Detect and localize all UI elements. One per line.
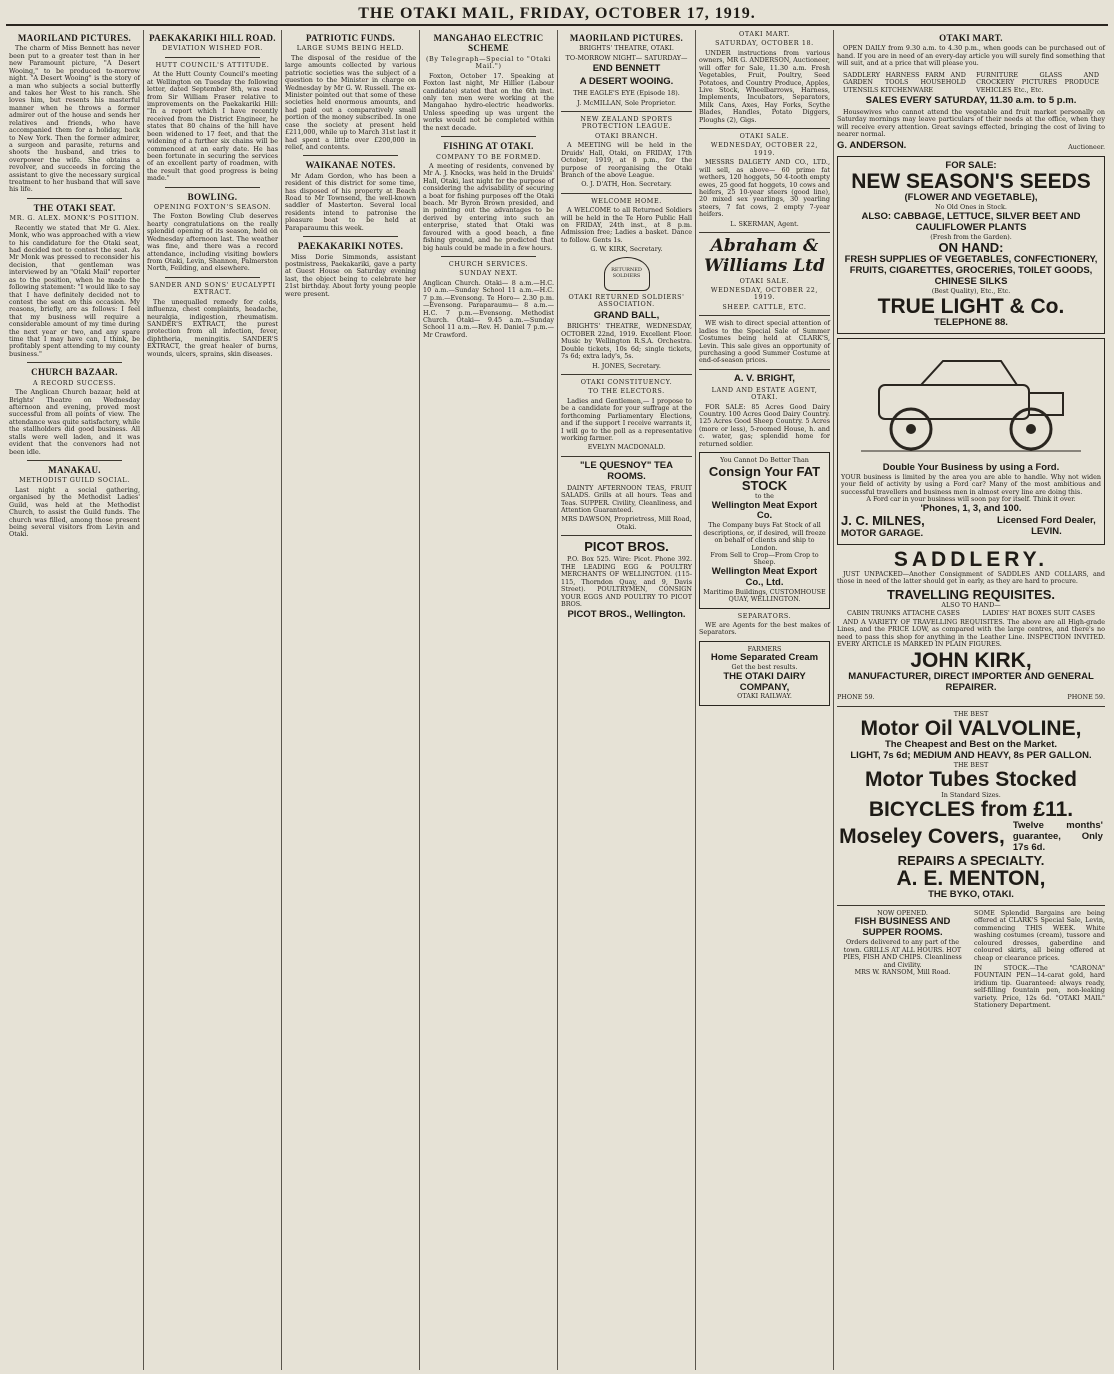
headline-bowling: BOWLING. <box>187 191 238 202</box>
ad-farmers: FARMERS <box>747 644 782 653</box>
ad-menton: A. E. MENTON, <box>896 867 1046 891</box>
ad-mart-date: SATURDAY, OCTOBER 18. <box>715 39 814 48</box>
ad-constituency: OTAKI CONSTITUENCY. <box>580 378 673 387</box>
ad-bright-text: FOR SALE: 85 Acres Good Dairy Country. 100 Acres Good Dairy Country. 125 Acres Good Sheep Country. 5 Acres (more or less), 5-roomed House, h. and c. water, gas; splendid home for returned soldier. <box>699 402 830 448</box>
article-maoriland-pictures: The charm of Miss Bennett has never been put to a greater test than in her new Paramount picture, "A Desert Wooing," to be produced to-morrow night. "A Desert Wooing" is the story of a man who subjects a social butterfly and takes her West to his ranch. She loves him, but resents his masterful manner when he throws a former admirer out of the house and sends her relatives and friends, who have accompanied them for a holiday, back to New York. Then the former admirer, a surgeon and parasite, returns and shoots the husband, and tries to overpower the wife. She obtains a revolver, and succeeds in forcing the assistant to give the necessary surgical treatment to her husband that will save his life. <box>9 44 140 194</box>
ad-fatstock-sub: Maritime Buildings, CUSTOMHOUSE QUAY, WELLINGTON. <box>703 587 826 604</box>
ad-saddlery-text: JUST UNPACKED—Another Consignment of SADDLES AND COLLARS, and those in need of the latter should get in early, as they are hard to procure. <box>837 569 1105 586</box>
ad-housewives: Housewives who cannot attend the vegetable and fruit market personally on Saturday mornings may leave particulars of their needs at the office, when they will receive every attention. Great savings effected, bringing the cost of living to nearer normal. <box>837 107 1105 139</box>
ad-fatstock-to: to the <box>755 492 774 501</box>
ad-seeds-title: NEW SEASON'S SEEDS <box>851 170 1091 194</box>
ad-travelling: TRAVELLING REQUISITES. <box>886 586 1056 602</box>
ad-electors-sign: EVELYN MACDONALD. <box>587 443 666 452</box>
ad-supplies: FRESH SUPPLIES OF VEGETABLES, CONFECTIONERY, FRUITS, CIGARETTES, GROCERIES, TOILET GOODS, CHINESE SILKS <box>844 254 1098 288</box>
ad-light-medium: LIGHT, 7s 6d; MEDIUM AND HEAVY, 8s PER GALLON. <box>850 750 1092 762</box>
ad-tearooms-text: DAINTY AFTERNOON TEAS, FRUIT SALADS. Grills at all hours. Teas and Teas. SUPPER. Civility, Cleanliness, and Attention Guaranteed. <box>561 483 692 514</box>
ad-fatstock-title: Consign Your FAT STOCK <box>708 463 821 493</box>
ad-sales-line: SALES EVERY SATURDAY, 11.30 a.m. to 5 p.m. <box>865 94 1077 106</box>
ad-rsa: OTAKI RETURNED SOLDIERS' ASSOCIATION. <box>568 292 685 309</box>
ad-motor-garage: MOTOR GARAGE. <box>841 527 924 539</box>
ad-fish-text: Orders delivered to any part of the town. GRILLS AT ALL HOURS. HOT PIES, FISH AND CHIPS. Cleanliness and Civility. <box>843 938 962 969</box>
ad-bargains: SOME Splendid Bargains are being offered at CLARK'S Special Sale, Levin, commencing THIS WEEK. White washing costumes (cream), tussore and coloured dresses, gaberdine and coloured skirts, all being offered at cheap or clearance prices. <box>974 909 1105 962</box>
article-bowling: The Foxton Bowling Club deserves hearty congratulations on the really splendid opening of its season, held on Wednesday afternoon last. The weather was fine, and there was a record attendance, including visiting bowlers from Otaki, Levin, Shannon, Palmerston North, Feilding, and elsewhere. <box>147 212 278 273</box>
subhead-sunday-next: SUNDAY NEXT. <box>459 269 518 278</box>
ad-seeds-sub: (FLOWER AND VEGETABLE), <box>904 192 1038 204</box>
ad-guarantee: Twelve months' guarantee, Only 17s 6d. <box>1012 819 1103 853</box>
column-6 <box>696 30 834 1370</box>
article-church-bazaar: The Anglican Church bazaar, held at Brights' Theatre on Wednesday afternoon and evening, proved most successful from all points of view. The attendance was quite satisfactory, while the stallholders did good business. All stalls were well laden, and it was evident that the convenors had not been idle. <box>9 388 140 456</box>
headline-fishing: FISHING AT OTAKI. <box>443 141 534 152</box>
ad-welcome-home: WELCOME HOME. <box>591 196 662 205</box>
ad-fatstock-text: The Company buys Fat Stock of all descriptions, or, if desired, will freeze on behalf of clients and ship to London. <box>703 521 826 552</box>
ad-feature: A DESERT WOOING. <box>579 76 674 88</box>
ad-valvoline: Motor Oil VALVOLINE, <box>860 717 1082 741</box>
ad-otaki-mart-text: OPEN DAILY from 9.30 a.m. to 4.30 p.m., when goods can be purchased out of hand. If you are in need of an every-day article you will surely find something that will suit, and at a price that will please you. <box>837 44 1105 68</box>
ad-telephone: TELEPHONE 88. <box>934 316 1008 328</box>
ad-fish-shop: FISH BUSINESS AND SUPPER ROOMS. <box>854 916 951 939</box>
ad-electors: TO THE ELECTORS. <box>588 387 665 396</box>
ad-clark-sale: WE wish to direct special attention of ladies to the Special Sale of Summer Costumes being held at CLARK'S, Levin. This sale gives an opportunity of purchasing a good Summer Costume at end-of-season prices. <box>699 319 830 365</box>
ad-travelling-left: CABIN TRUNKS ATTACHE CASES <box>847 609 960 618</box>
ad-home-cream: Home Separated Cream <box>710 652 819 664</box>
ad-dairy-sub: OTAKI RAILWAY. <box>737 692 792 701</box>
ad-mart-title: OTAKI MART. <box>739 30 790 38</box>
ad-saddlery: SADDLERY. <box>893 547 1049 571</box>
ad-true-light: TRUE LIGHT & Co. <box>877 294 1065 318</box>
ad-abraham-date: WEDNESDAY, OCTOBER 22, 1919. <box>710 285 819 302</box>
ad-sports-text: A MEETING will be held in the Druids' Hall, Otaki, on FRIDAY, 17th October, 1919, at 8 p.m., for the purpose of reorganising the Otaki Branch of the above League. <box>561 141 692 179</box>
headline-mangahao: MANGAHAO ELECTRIC SCHEME <box>433 33 544 54</box>
ad-eagle: THE EAGLE'S EYE (Episode 18). <box>573 89 680 98</box>
column-3 <box>282 30 420 1370</box>
ad-fatstock-name: Wellington Meat Export Co., Ltd. <box>711 565 818 588</box>
headline-church-bazaar: CHURCH BAZAAR. <box>31 367 118 378</box>
subhead-methodist-social: METHODIST GUILD SOCIAL. <box>19 476 130 485</box>
ad-ball-secretary: H. JONES, Secretary. <box>592 361 661 370</box>
ad-also-hand: ALSO TO HAND— <box>941 600 1001 609</box>
ad-sale-date: WEDNESDAY, OCTOBER 22, 1919. <box>710 141 819 157</box>
ad-sports-secretary: O. J. D'ATH, Hon. Secretary. <box>581 180 672 189</box>
ad-abraham-williams-logo: Abraham & Williams Ltd <box>704 236 825 276</box>
ad-fat-stock <box>699 452 830 609</box>
ad-now-opened: NOW OPENED. <box>877 909 928 918</box>
subhead-telegraph: (By Telegraph—Special to "Otaki Mail.") <box>425 54 552 71</box>
ad-ford <box>837 338 1105 545</box>
ad-phone-right: PHONE 59. <box>1067 693 1105 702</box>
headline-manakau: MANAKAU. <box>48 464 101 475</box>
ad-separators-title: SEPARATORS. <box>737 611 792 620</box>
ad-repairs: REPAIRS A SPECIALTY. <box>897 852 1045 868</box>
ad-on-hand: ON HAND: <box>938 240 1004 256</box>
ad-seeds <box>837 156 1105 334</box>
headline-patriotic-funds: PATRIOTIC FUNDS. <box>306 33 395 43</box>
column-5 <box>558 30 696 1370</box>
ad-licensed: Licensed Ford Dealer, LEVIN. <box>997 515 1096 538</box>
ad-proprietor: J. McMILLAN, Sole Proprietor. <box>577 98 676 107</box>
ad-bright-title: A. V. BRIGHT, <box>734 372 795 384</box>
ad-tubes: Motor Tubes Stocked <box>865 768 1077 792</box>
ad-fountain-pen: IN STOCK.—The "CARONA" FOUNTAIN PEN—14-carat gold, hard iridium tip. Guaranteed: always ready, self-filling fountain pen, non-leaking variety. Price, 12s 6d. "OTAKI MAIL" Stationery Department. <box>974 963 1105 1010</box>
ad-goods-list <box>837 70 1105 96</box>
ad-electors-text: Ladies and Gentlemen,— I propose to be a candidate for your suffrage at the forthcoming Parliamentary Elections, and if the support I receive warrants it, I will go to the poll as a representative working farmer. <box>561 396 692 442</box>
ad-milnes: J. C. MILNES, <box>841 513 925 529</box>
ad-ford-text: YOUR business is limited by the area you are able to handle. Why not widen your field of activity by using a Ford car? Many of the most ambitious and successful travellers and business men in almost every line are doing this. <box>841 472 1101 496</box>
ad-kirk-phones <box>837 694 1105 701</box>
returned-soldiers-emblem: RETURNED SOLDIERS <box>604 257 650 291</box>
ad-tomorrow: TO-MORROW NIGHT— SATURDAY— <box>565 53 688 62</box>
headline-paekakariki-notes: PAEKAKARIKI NOTES. <box>297 241 404 252</box>
ad-fish-shop-block <box>837 910 968 1009</box>
ad-goods-left: SADDLERY HARNESS FARM AND GARDEN TOOLS HOUSEHOLD UTENSILS KITCHENWARE <box>843 70 966 94</box>
headline-otaki-seat: THE OTAKI SEAT. <box>33 202 116 213</box>
column-2 <box>144 30 282 1370</box>
ad-ball-text: BRIGHTS' THEATRE, WEDNESDAY, OCTOBER 22nd, 1919. Excellent Floor. Music by Wellington R.S.A. Orchestra. Double tickets, 10s 6d; single tickets, 7s 6d; extra lady's, 5s. <box>561 322 692 361</box>
ford-car-illustration <box>851 347 1091 457</box>
ad-best-quality: (Best Quality), Etc., Etc. <box>931 287 1011 296</box>
ad-milnes-row <box>841 514 1101 539</box>
ad-seeds-fresh: (Fresh from the Garden). <box>930 232 1012 241</box>
article-patriotic-funds: The disposal of the residue of the large amounts collected by various patriotic societies was the subject of a question to the Minister in charge on Wednesday by Mr G. W. Russell. The ex-Minister pointed out that some of these societies held enormous amounts, and had paid out a comparatively small portion of the money subscribed. In one case the society at present held £211,000, while up to March 31st last it had spent a little over £200,000 in relief, and contents. <box>285 53 416 151</box>
ad-bargains-block <box>974 910 1105 1009</box>
ad-otaki-mart: OTAKI MART. <box>939 33 1003 43</box>
ad-theatre: BRIGHTS' THEATRE, OTAKI. <box>579 44 674 53</box>
ad-seeds-for-sale: FOR SALE: <box>945 159 997 171</box>
article-manakau: Last night a social gathering, organised by the Methodist Ladies' Guild, was held at the Methodist Church, to assist the Guild funds. The church was filled, among those present being several visitors from Levin and Otaki. <box>9 485 140 539</box>
ad-travelling-text: AND A VARIETY OF TRAVELLING REQUISITES. The above are all High-grade Lines, and the PRICE LOW, as compared with the large centres, and there's no need to pass this shop for anything in the Leather Line. INSPECTION INVITED. EVERY ARTICLE IS MARKED IN PLAIN FIGURES. <box>837 617 1105 648</box>
article-otaki-seat: Recently we stated that Mr G. Alex. Monk, who was approached with a view to his candidature for the Otaki seat, had decided not to contest the seat. As Mr Monk was pressed to reconsider his decision, that gentleman was interviewed by an "Otaki Mail" reporter as to the position, when he made the following statement: "I would like to say that I have definitely decided not to contest the seat on this occasion. My reasons, briefly, are as follows: I feel that my business will require a considerable amount of my time during the next year or two, and any spare time that I may have can, I think, be profitably spent attending to my county business." <box>9 223 140 358</box>
ad-ransom: MRS W. RANSOM, Mill Road. <box>854 967 951 976</box>
article-mangahao: Foxton, October 17. Speaking at Foxton last night, Mr Hillier (Labour candidate) stated that on the 6th inst. only ten men were working at the Mangahao hydro-electric headworks. Unless speeding up was urgent the works would not be completed within the next decade. <box>423 71 554 132</box>
ad-fatstock-slogan: From Sell to Crop—From Crop to Sheep. <box>710 551 819 567</box>
ad-dairy <box>699 641 830 706</box>
ad-the-best: THE BEST <box>953 709 989 718</box>
ad-kirk-sub: MANUFACTURER, DIRECT IMPORTER AND GENERAL REPAIRER. <box>848 671 1094 694</box>
article-eucalypti: The unequalled remedy for colds, influenza, chest complaints, headache, neuralgia, indigestion, rheumatism. SANDER'S EXTRACT, the purest protection from all infection, fever, diphtheria, meningitis. SANDER'S EXTRACT, the great healer of burns, wounds, ulcers, sprains, skin diseases. <box>147 297 278 358</box>
column-1 <box>6 30 144 1370</box>
subhead-deviation: DEVIATION WISHED FOR. <box>162 44 263 53</box>
ad-seeds-also: ALSO: CABBAGE, LETTUCE, SILVER BEET AND CAULIFLOWER PLANTS <box>861 210 1081 233</box>
headline-waikanae: WAIKANAE NOTES. <box>305 160 396 171</box>
subhead-monk-position: MR. G. ALEX. MONK'S POSITION. <box>9 214 140 223</box>
ad-mart-text: UNDER instructions from various owners, MR G. ANDERSON, Auctioneer, will offer for Sale, 11.30 a.m. Fresh Vegetables, Fruit, Poultry, Seed Potatoes, and Country Produce, Apples, Live Stock, Wheelbarrows, Harness, Implements, Incubators, Separators, Milk Cans, Axes, Hay Forks, Scythe Blades, Handles, Potato Diggers, Ploughs (2), Gigs. <box>699 48 830 124</box>
ad-seeds-old: No Old Ones in Stock. <box>935 203 1007 212</box>
article-church-services: Anglican Church. Otaki— 8 a.m.—H.C. 10 a.m.—Sunday School 11 a.m.—H.C. 7 p.m.—Evensong. Te Horo— 2.30 p.m.—Evensong. Paraparaumu— 8 a.m.—H.C. 7 p.m.—Evensong. Methodist Church. Otaki— 9.45 a.m.—Sunday School 11 a.m.—Rev. H. Daniel 7 p.m.—Mr Crawford. <box>423 278 554 339</box>
ad-bicycles: BICYCLES from £11. <box>868 797 1074 821</box>
article-waikanae: Mr Adam Gordon, who has been a resident of this district for some time, has disposed of his property at Beach Road to Mr Townsend, the well-known saddler of Masterton. Several local residents intend to patronise the pleasure boat to be held at Paraparaumu this week. <box>285 171 416 232</box>
ad-welcome-text: A WELCOME to all Returned Soldiers will be held in the Te Horo Public Hall on FRIDAY, 24th inst., at 8 p.m. Admission free; Ladies a basket. Dance to follow. Gents 1s. <box>561 206 692 244</box>
ad-standard: In Standard Sizes. <box>941 790 1001 799</box>
ad-ford-closing: A Ford car in your business will soon pay for itself. Think it over. <box>866 495 1076 504</box>
subhead-eucalypti: SANDER AND SONS' EUCALYPTI EXTRACT. <box>149 280 276 297</box>
ad-grand-ball: GRAND BALL, <box>593 309 660 321</box>
ad-ford-headline: Double Your Business by using a Ford. <box>882 461 1060 473</box>
ad-travelling-right: LADIES' HAT BOXES SUIT CASES <box>982 609 1095 618</box>
ad-the-best-2: THE BEST <box>953 761 989 770</box>
ad-picot-sign: PICOT BROS., Wellington. <box>567 609 686 621</box>
columns <box>6 30 1108 1370</box>
headline-hill-road: PAEKAKARIKI HILL ROAD. <box>149 33 276 43</box>
ad-byko: THE BYKO, OTAKI. <box>928 889 1014 901</box>
ad-sale-sign: L. SKERMAN, Agent. <box>730 219 799 228</box>
ad-john-kirk: JOHN KIRK, <box>910 649 1032 673</box>
ad-separators-text: WE are Agents for the best makes of Separators. <box>699 621 830 637</box>
ad-abraham-sale: OTAKI SALE. <box>739 276 790 285</box>
ad-phones: 'Phones, 1, 3, and 100. <box>920 502 1022 514</box>
subhead-foxton-season: OPENING FOXTON'S SEASON. <box>153 203 272 212</box>
ad-maoriland-title: MAORILAND PICTURES. <box>569 33 684 43</box>
ad-fatstock-head: You Cannot Do Better Than <box>720 456 809 465</box>
ad-ending: END BENNETT <box>592 63 661 75</box>
subhead-company: COMPANY TO BE FORMED. <box>436 152 541 161</box>
article-hill-road: At the Hutt County Council's meeting at Wellington on Tuesday the following letter, dated September 8th, was read from Sir William Fraser relative to improvements on the Paekakariki Hill: "In a report which I have recently received from the District Engineer, he states that 80 chains of the hill have been widened to 17 feet, and that the widening of a further six chains will be commenced at an early date. He has been fortunate in securing the services of an excellent party of roadmen, with the result that good progress is being made." <box>147 70 278 183</box>
ad-tearooms: "LE QUESNOY" TEA ROOMS. <box>580 459 673 482</box>
subhead-large-sums: LARGE SUMS BEING HELD. <box>296 44 405 53</box>
subhead-hutt-council: HUTT COUNCIL'S ATTITUDE. <box>155 60 270 69</box>
ad-dairy-title: THE OTAKI DAIRY COMPANY, <box>723 670 806 693</box>
ad-tearooms-sign: MRS DAWSON, Proprietress, Mill Road, Otaki. <box>561 515 692 531</box>
ad-sale-title: OTAKI SALE. <box>739 132 790 141</box>
ad-bright-sub: LAND AND ESTATE AGENT, OTAKI. <box>711 385 818 402</box>
ad-sports-league: NEW ZEALAND SPORTS PROTECTION LEAGUE. <box>580 114 673 131</box>
article-paekakariki-notes: Miss Dorie Simmonds, assistant postmistress, Paekakariki, gave a party at Guest House on Saturday evening last, the object being to celebrate her 21st birthday. About forty young people were present. <box>285 252 416 298</box>
ad-sports-branch: OTAKI BRANCH. <box>594 131 659 140</box>
ad-moseley-row <box>837 821 1105 854</box>
ad-moseley: Moseley Covers, <box>839 825 1005 849</box>
ad-picot: PICOT BROS. <box>584 539 669 555</box>
article-fishing: A meeting of residents, convened by Mr A. J. Knocks, was held in the Druids' Hall, Otaki, last night for the purpose of considering the advisability of securing a boat for fishing purposes off the Otaki beach. Mr Byron Brown presided, and in pointing out the advantages to be derived by entering into such an enterprise, stated that Otaki was favoured with a good beach, a fine fishing ground, and he predicted that big hauls could be made in a few hours. <box>423 161 554 252</box>
column-7 <box>834 30 1108 1370</box>
ad-sale-text: MESSRS DALGETY AND CO., LTD., will sell, as above— 60 prime fat wethers, 120 hoggets, 50 4-tooth empty ewes, 25 good fat hoggets, 10 cows and heifers, 25 10-year steers (good line), 20 mixed sex yearlings, 30 yearling steers, 7 fat cows, 2 empty 7-year heifers. <box>699 158 830 219</box>
ad-anderson-role: Auctioneer. <box>1068 143 1105 152</box>
headline-maoriland-pictures: MAORILAND PICTURES. <box>17 33 132 43</box>
subhead-church-services: CHURCH SERVICES. <box>448 260 529 269</box>
ad-anderson: G. ANDERSON. <box>837 139 907 151</box>
column-4 <box>420 30 558 1370</box>
ad-bottom-row <box>837 910 1105 1009</box>
ad-fatstock-company: Wellington Meat Export Co. <box>711 499 818 522</box>
subhead-record-success: A RECORD SUCCESS. <box>32 378 117 387</box>
ad-anderson-sign <box>837 141 1105 152</box>
ad-goods-right: FURNITURE GLASS AND CROCKERY PICTURES PRODUCE VEHICLES Etc., Etc. <box>976 70 1099 94</box>
ad-best-results: Get the best results. <box>731 663 798 672</box>
masthead: THE OTAKI MAIL, FRIDAY, OCTOBER 17, 1919. <box>6 4 1108 26</box>
ad-cheapest: The Cheapest and Best on the Market. <box>884 739 1058 751</box>
ad-welcome-secretary: G. W. KIRK, Secretary. <box>590 245 663 254</box>
ad-picot-text: P.O. Box 525. Wire: Picot. Phone 392. THE LEADING EGG & POULTRY MERCHANTS OF WELLINGTON. (115-115, Thorndon Quay, and 9, Davis Street). POULTRYMEN, CONSIGN YOUR EGGS AND POULTRY TO PICOT BROS. <box>561 555 692 609</box>
ad-phone-left: PHONE 59. <box>837 693 875 702</box>
ad-abraham-text: SHEEP. CATTLE, ETC. <box>722 302 807 311</box>
